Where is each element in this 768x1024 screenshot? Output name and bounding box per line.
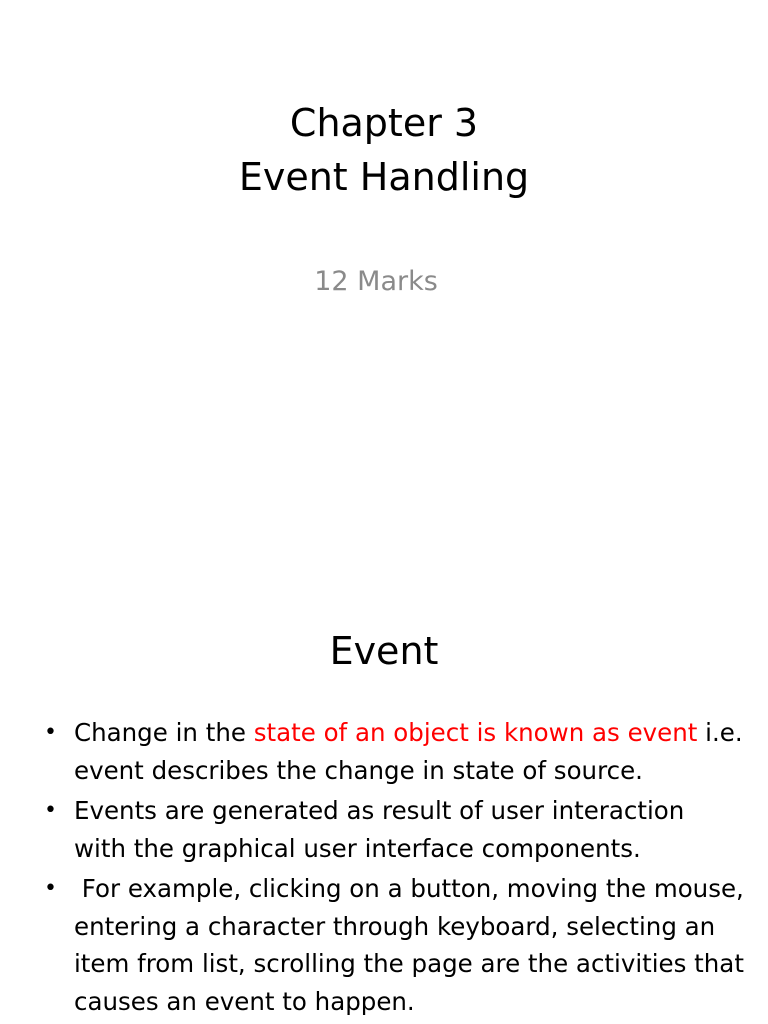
slide-title [0,96,768,204]
bullet-item [44,870,752,1020]
event-slide [0,576,768,1024]
bullet-text-suffix: i.e. event describes the change in state of source. [74,718,743,785]
chapter-name: Event Handling [238,155,530,199]
bullet-text: For example, clicking on a button, moving the mouse, entering a character through keyboard, selecting an item from list, scrolling the page are the activities that causes an event to happen. [74,874,752,1016]
bullet-item [44,714,744,789]
bullet-list [44,714,752,1023]
bullet-icon: • [44,720,57,745]
bullet-item [44,792,744,867]
bullet-icon: • [44,798,57,823]
slide-title-event: Event [329,629,439,673]
bullet-icon: • [44,876,57,901]
chapter-heading: Chapter 3 [289,101,479,145]
marks-subtitle: 12 Marks [314,266,438,297]
bullet-text-highlight: state of an object is known as event [253,718,698,747]
bullet-text: Events are generated as result of user interaction with the graphical user interface components. [74,796,685,863]
bullet-text-prefix: Change in the [74,718,254,747]
